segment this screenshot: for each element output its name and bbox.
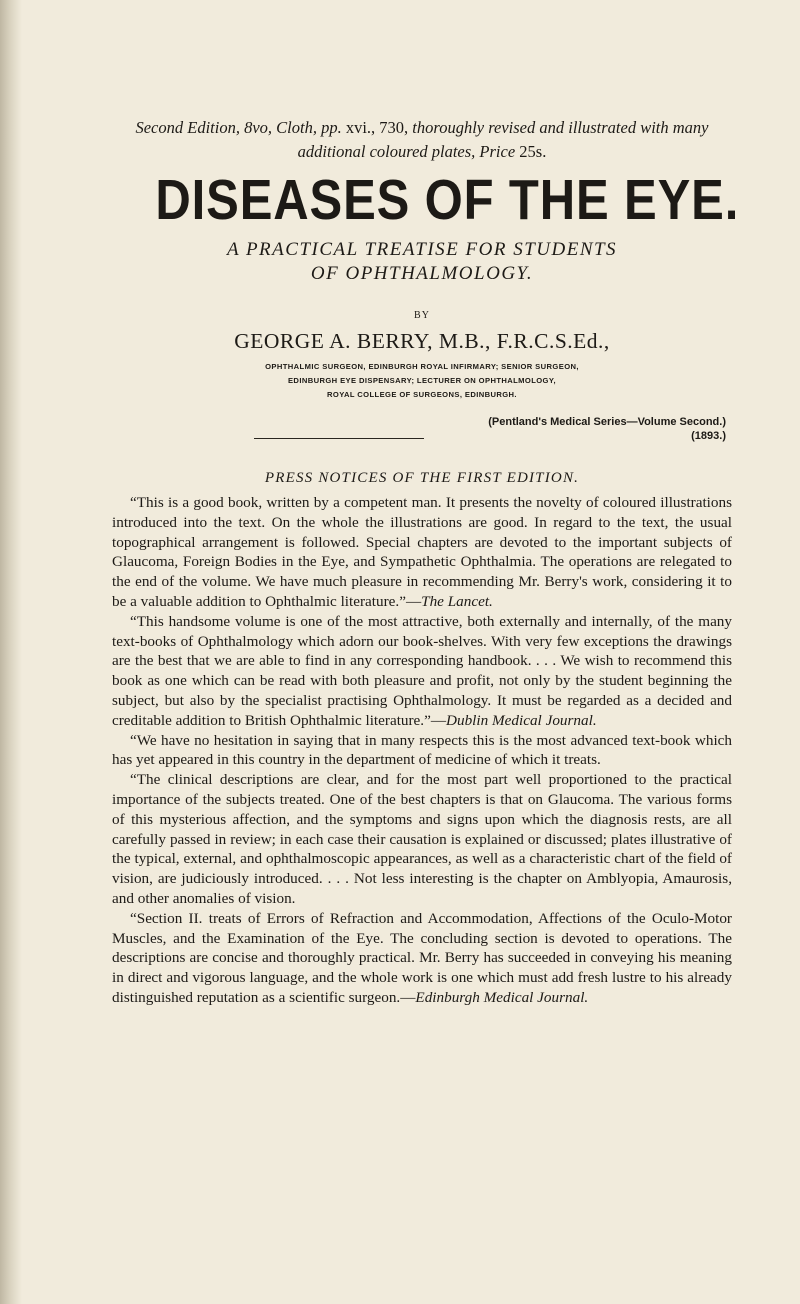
subtitle-line-2: OF OPHTHALMOLOGY. [310,263,534,284]
review-edinburgh-part-3 [112,909,732,1008]
review-source: Dublin Medical Journal. [446,711,597,729]
review-text: “We have no hesitation in saying that in many respects this is the most advanced text-book which has yet appeared in this country in the department of medicine of which it treats. [112,731,732,769]
review-text: “This is a good book, written by a competent man. It presents the novelty of coloured illustrations introduced into the text. On the whole the illustrations are good. In regard to the text, the usual topographical arrangement is followed. Special chapters are devoted to the important subjects of Glaucoma, Foreign Bodies in the Eye, and Sympathetic Ophthalmia. The operations are relegated to the end of the volume. We have much pleasure in recommending Mr. Berry's work, considering it to be a valuable addition to Ophthalmic literature.”— [112,494,732,610]
review-text: “Section II. treats of Errors of Refraction and Accommodation, Affections of the Oculo-Motor Muscles, and the Examination of the Eye. The concluding section is devoted to operations. The descriptions are concise and thoroughly practical. Mr. Berry has succeeded in conveying his meaning in direct and vigorous language, and the whole work is one which must add fresh lustre to his already distinguished reputation as a scientific surgeon.— [112,909,732,1006]
page-gutter-shadow [0,0,22,1304]
publication-year: (1893.) [691,430,726,442]
author-credentials [112,360,732,402]
subtitle-line-1: A PRACTICAL TREATISE FOR STUDENTS [226,239,618,260]
page-content [112,116,740,1008]
edition-line-part3: thoroughly revised and illustrated with many additional coloured plates, Price [297,118,709,161]
review-edinburgh-part-1 [112,731,732,771]
edition-line [112,116,732,164]
review-dublin [112,612,732,731]
review-text: “The clinical descriptions are clear, and for the most part well proportioned to the practical importance of the subjects treated. One of the best chapters is that on Glaucoma. The various forms of this mysterious affection, and the symptoms and signs upon which the diagnosis rests, are all carefully passed in review; in each case their causation is explained or discussed; plates illustrative of the typical, external, and ophthalmoscopic appearances, as well as a characteristic chart of the field of vision, are judiciously introduced. . . . Not less interesting is the chapter on Amblyopia, Amaurosis, and other anomalies of vision. [112,771,732,907]
series-note: (Pentland's Medical Series—Volume Second.) [488,416,726,428]
credentials-line-2: EDINBURGH EYE DISPENSARY; LECTURER ON OPHTHALMOLOGY, [287,376,557,385]
edition-line-part1: Second Edition, 8vo, Cloth, pp. [135,118,342,137]
separator-rule [254,438,424,439]
press-notices [112,493,732,1008]
year-row [112,430,732,448]
by-label: BY [414,310,430,321]
author-name: GEORGE A. BERRY, M.B., F.R.C.S.Ed., [234,329,610,353]
credentials-line-1: OPHTHALMIC SURGEON, EDINBURGH ROYAL INFIRMARY; SENIOR SURGEON, [265,362,579,371]
review-source: The Lancet. [421,592,493,610]
review-edinburgh-part-2 [112,770,732,909]
credentials-line-3: ROYAL COLLEGE OF SURGEONS, EDINBURGH. [327,390,517,399]
press-notices-heading: PRESS NOTICES OF THE FIRST EDITION. [264,470,580,486]
review-source: Edinburgh Medical Journal. [415,988,589,1006]
edition-line-part4: 25s. [515,142,547,161]
book-title: DISEASES OF THE EYE. [155,168,740,232]
book-subtitle [112,238,732,286]
edition-line-part2: xvi., 730, [341,118,413,137]
review-text: “This handsome volume is one of the most attractive, both externally and internally, of the many text-books of Ophthalmology which adorn our book-shelves. With very few exceptions the drawings are the best that we are able to find in any corresponding handbook. . . . We wish to recommend this book as one which can be read with both pleasure and profit, not only by the student beginning the subject, but also by the specialist practising Ophthalmology. It must be regarded as a decided and creditable addition to British Ophthalmic literature.”— [112,612,732,729]
review-lancet [112,493,732,612]
